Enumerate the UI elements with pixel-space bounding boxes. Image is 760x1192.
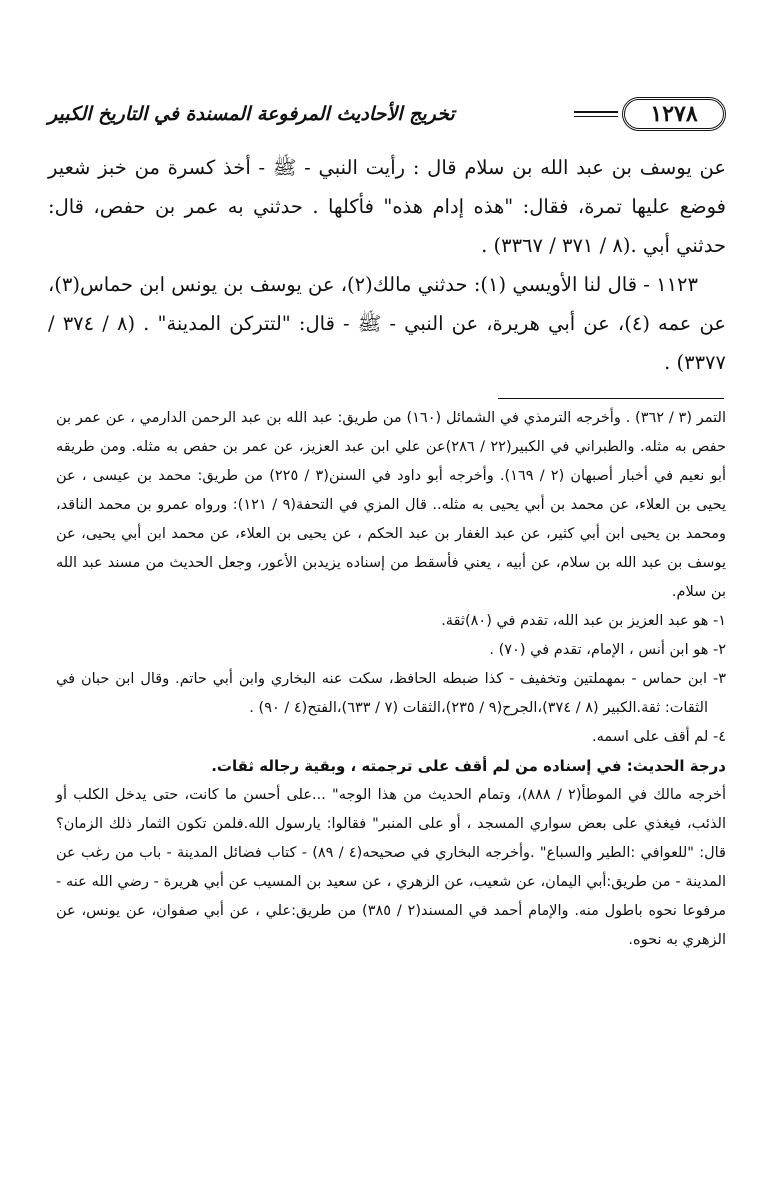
footnote-continuation: التمر (٣ / ٣٦٢) . وأخرجه الترمذي في الشمائل (١٦٠) من طريق: عبد الله بن عبد الرحمن الدارمي ، عن عمر بن حفص به مثله. والطبراني في الكبير(٢٢ / ٢٨٦)عن علي ابن عبد العزيز، عن عمر بن حفص به مثله. ومن طريقه أبو نعيم في أخبار أصبهان (٢ / ١٦٩). وأخرجه أبو داود في السنن(٣ / ٢٢٥) من طريق: محمد بن عيسى ، عن يحيى بن العلاء، عن محمد بن أبي يحيى به مثله.. قال المزي في التحفة(٩ / ١٢١): ورواه عمرو بن محمد الناقد، ومحمد بن يحيى ابن أبي كثير، عن عبد الغفار بن عبد الحكم ، عن يحيى بن العلاء، عن محمد ابن أبي يحيى، عن يوسف بن عبد الله بن سلام، عن أبيه ، يعني فأسقط من إسناده يزيدبن الأعور، وجعل الحديث من مسند عبد الله بن سلام. [56, 410, 727, 600]
page-header [42, 92, 726, 136]
footnote-separator [498, 398, 724, 399]
footnotes [56, 404, 726, 955]
preceding-hadith-end: عن يوسف بن عبد الله بن سلام قال : رأيت النبي - ﷺ - أخذ كسرة من خبز شعير فوضع عليها تمرة، فقال: "هذه إدام هذه" فأكلها . حدثني به عمر بن حفص، قال: حدثني أبي .(٨ / ٣٧١ / ٣٣٦٧) . [48, 156, 726, 257]
footnote-4: ٤- لم أقف على اسمه. [592, 729, 726, 745]
hadith-grade: درجة الحديث: في إسناده من لم أقف على ترجمته ، وبقية رجاله ثقات. [211, 757, 726, 775]
page-number: ١٢٧٨ [622, 97, 726, 131]
footnote-3: ٣- ابن حماس - بمهملتين وتخفيف - كذا ضبطه الحافظ، سكت عنه البخاري وابن أبي حاتم. وقال ابن حبان في الثقات: ثقة.الكبير (٨ / ٣٧٤)،الجرح(٩ / ٢٣٥)،الثقات (٧ / ٦٣٣)،الفتح(٤ / ٩٠) . [56, 671, 726, 716]
hadith-1123: ١١٢٣ - قال لنا الأويسي (١): حدثني مالك(٢)، عن يوسف بن يونس ابن حماس(٣)، عن عمه (٤)، عن أبي هريرة، عن النبي - ﷺ - قال: "لتتركن المدينة" . (٨ / ٣٧٤ / ٣٣٧٧) . [48, 273, 727, 374]
header-rule [574, 111, 618, 117]
main-text [48, 148, 726, 382]
footnote-1: ١- هو عبد العزيز بن عبد الله، تقدم في (٨٠)ثقة. [441, 613, 726, 629]
footnote-2: ٢- هو ابن أنس ، الإمام، تقدم في (٧٠) . [489, 642, 726, 658]
running-title: تخريج الأحاديث المرفوعة المسندة في التاريخ الكبير [48, 103, 455, 125]
takhrij-note: أخرجه مالك في الموطأ(٢ / ٨٨٨)، وتمام الحديث من هذا الوجه" ...على أحسن ما كانت، حتى يدخل الكلب أو الذئب، فيغذي على بعض سواري المسجد ، أو على المنبر" فقالوا: يارسول الله.فلمن تكون الثمار ذلك الزمان؟ قال: "للعوافي :الطير والسباع" .وأخرجه البخاري في صحيحه(٤ / ٨٩) - كتاب فضائل المدينة - باب من رغب عن المدينة - من طريق:أبي اليمان، عن شعيب، عن الزهري ، عن سعيد بن المسيب عن أبي هريرة - رضي الله عنه - مرفوعا نحوه باطول منه. والإمام أحمد في المسند(٢ / ٣٨٥) من طريق:علي ، عن أبي صفوان، عن يونس، عن الزهري به نحوه. [56, 787, 726, 948]
